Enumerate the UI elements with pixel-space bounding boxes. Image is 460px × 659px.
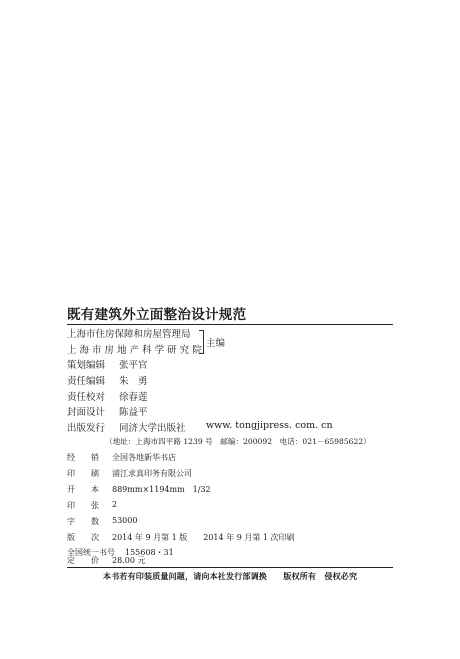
publisher-website: www. tongjipress. com. cn	[206, 420, 333, 431]
spec-label: 印 张	[67, 501, 99, 510]
editor-brace	[199, 330, 204, 354]
spec-value: 28.00 元	[112, 556, 146, 565]
spec-value: 2	[112, 500, 118, 509]
spec-label: 定 价	[67, 556, 99, 565]
spec-value: 155608・31	[125, 548, 174, 557]
title-rule	[67, 324, 393, 325]
spec-value: 2014 年 9 月第 1 版 2014 年 9 月第 1 次印刷	[112, 533, 295, 542]
editor-org-2: 上 海 市 房 地 产 科 学 研 究 院	[67, 345, 202, 356]
publisher-address: （地址：上海市四平路 1239 号 邮编：200092 电话：021－65985622）	[105, 437, 371, 446]
spec-value: 53000	[112, 516, 138, 525]
staff-label: 责任编辑	[67, 376, 106, 387]
spec-value: 全国各地新华书店	[112, 453, 176, 462]
publisher-name: 同济大学出版社	[119, 423, 186, 434]
staff-label: 责任校对	[67, 392, 106, 403]
spec-label: 开 本	[67, 485, 99, 494]
footer-rule	[67, 567, 393, 568]
copyright-notice: 本书若有印装质量问题，请向本社发行部调换 版权所有 侵权必究	[103, 572, 358, 581]
staff-label: 策划编辑	[67, 360, 106, 371]
spec-value: 889mm×1194mm 1/32	[112, 485, 211, 494]
spec-value: 浦江求真印务有限公司	[112, 469, 192, 478]
spec-label: 印 刷	[67, 469, 99, 478]
spec-label: 字 数	[67, 517, 99, 526]
book-title: 既有建筑外立面整治设计规范	[67, 307, 247, 323]
publisher-label: 出版发行	[67, 423, 106, 434]
staff-label: 封面设计	[67, 407, 106, 418]
spec-label: 经 销	[67, 453, 99, 462]
editor-org-1: 上海市住房保障和房屋管理局	[67, 329, 191, 340]
editor-role: 主编	[206, 338, 226, 349]
staff-value: 陈益平	[119, 407, 148, 418]
staff-value: 徐春莲	[119, 392, 148, 403]
staff-value: 张平官	[119, 360, 148, 371]
staff-value: 朱 勇	[119, 376, 148, 387]
spec-label: 版 次	[67, 533, 99, 542]
spec-label: 全国统一书号	[67, 548, 115, 557]
